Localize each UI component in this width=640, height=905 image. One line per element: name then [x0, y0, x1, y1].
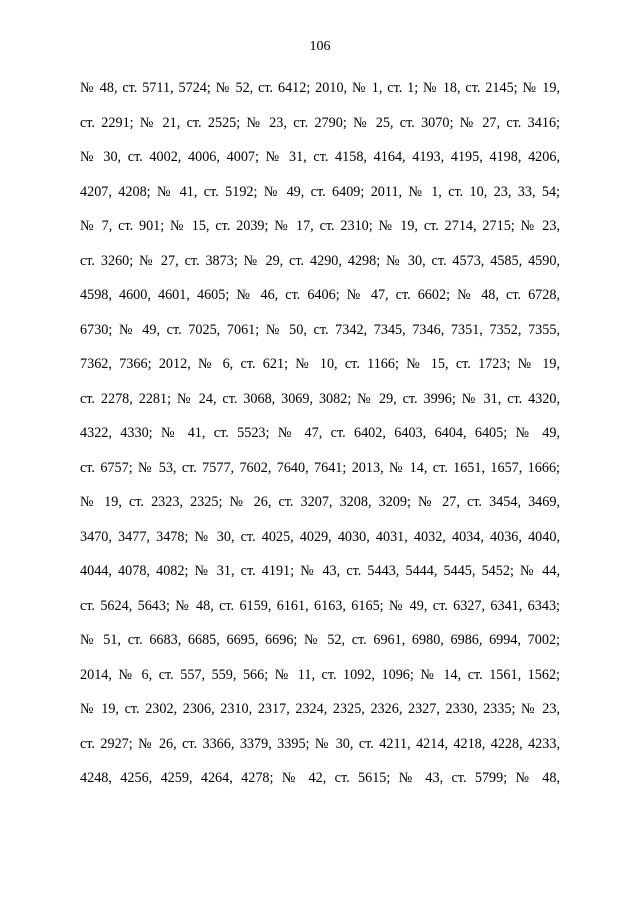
text-line: № 48, ст. 5711, 5724; № 52, ст. 6412; 2010, № 1, ст. 1; № 18, ст. 2145; № 19,: [80, 80, 560, 96]
text-line: ст. 2278, 2281; № 24, ст. 3068, 3069, 3082; № 29, ст. 3996; № 31, ст. 4320,: [80, 390, 560, 407]
text-line: 7362, 7366; 2012, № 6, ст. 621; № 10, ст. 1166; № 15, ст. 1723; № 19,: [80, 356, 560, 372]
body-text: [80, 76, 560, 801]
page-number: 106: [309, 39, 331, 54]
text-line: 2014, № 6, ст. 557, 559, 566; № 11, ст. 1092, 1096; № 14, ст. 1561, 1562;: [80, 666, 560, 683]
text-line: ст. 2291; № 21, ст. 2525; № 23, ст. 2790; № 25, ст. 3070; № 27, ст. 3416;: [80, 114, 560, 131]
text-line: ст. 3260; № 27, ст. 3873; № 29, ст. 4290, 4298; № 30, ст. 4573, 4585, 4590,: [80, 252, 560, 269]
text-line: 4044, 4078, 4082; № 31, ст. 4191; № 43, ст. 5443, 5444, 5445, 5452; № 44,: [80, 563, 560, 579]
text-line: 4322, 4330; № 41, ст. 5523; № 47, ст. 6402, 6403, 6404, 6405; № 49,: [80, 425, 560, 441]
text-line: № 19, ст. 2323, 2325; № 26, ст. 3207, 3208, 3209; № 27, ст. 3454, 3469,: [80, 494, 560, 510]
text-line: ст. 5624, 5643; № 48, ст. 6159, 6161, 6163, 6165; № 49, ст. 6327, 6341, 6343;: [80, 597, 560, 614]
text-line: 6730; № 49, ст. 7025, 7061; № 50, ст. 7342, 7345, 7346, 7351, 7352, 7355,: [80, 321, 560, 338]
text-line: 4598, 4600, 4601, 4605; № 46, ст. 6406; № 47, ст. 6602; № 48, ст. 6728,: [80, 287, 560, 303]
text-line: ст. 2927; № 26, ст. 3366, 3379, 3395; № 30, ст. 4211, 4214, 4218, 4228, 4233,: [80, 735, 560, 752]
text-line: 4248, 4256, 4259, 4264, 4278; № 42, ст. 5615; № 43, ст. 5799; № 48,: [80, 770, 560, 786]
text-line: 4207, 4208; № 41, ст. 5192; № 49, ст. 6409; 2011, № 1, ст. 10, 23, 33, 54;: [80, 183, 560, 200]
text-line: № 7, ст. 901; № 15, ст. 2039; № 17, ст. 2310; № 19, ст. 2714, 2715; № 23,: [80, 218, 560, 234]
text-line: 3470, 3477, 3478; № 30, ст. 4025, 4029, 4030, 4031, 4032, 4034, 4036, 4040,: [80, 528, 560, 545]
text-line: № 19, ст. 2302, 2306, 2310, 2317, 2324, 2325, 2326, 2327, 2330, 2335; № 23,: [80, 701, 560, 717]
text-line: № 30, ст. 4002, 4006, 4007; № 31, ст. 4158, 4164, 4193, 4195, 4198, 4206,: [80, 149, 560, 165]
text-line: № 51, ст. 6683, 6685, 6695, 6696; № 52, ст. 6961, 6980, 6986, 6994, 7002;: [80, 632, 560, 648]
text-line: ст. 6757; № 53, ст. 7577, 7602, 7640, 7641; 2013, № 14, ст. 1651, 1657, 1666;: [80, 459, 560, 476]
